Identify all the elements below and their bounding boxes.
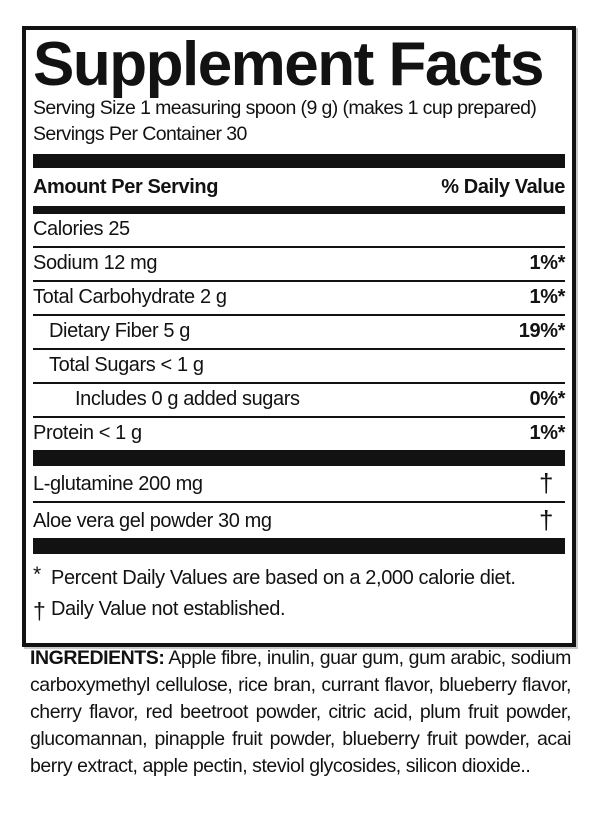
other-ingredient-row-l-glutamine xyxy=(33,466,565,501)
nutrient-value: 1%* xyxy=(529,251,565,274)
thick-divider-bottom xyxy=(33,538,565,554)
thick-divider-top xyxy=(33,154,565,168)
footnotes-section xyxy=(33,554,565,629)
serving-size-text: Serving Size 1 measuring spoon (9 g) (makes 1 cup prepared) xyxy=(33,96,537,119)
nutrient-row-calories xyxy=(33,214,565,246)
footnote-text: Percent Daily Values are based on a 2,000 calorie diet. xyxy=(51,566,516,589)
ingredients-text: Apple fibre, inulin, guar gum, gum arabic, sodium carboxymethyl cellulose, rice bran, currant flavor, blueberry flavor, cherry flavor, red beetroot powder, citric acid, plum fruit powder, glucomannan, pinapple fruit powder, blueberry fruit powder, acai berry extract, apple pectin, steviol glycosides, silicon dioxide.. xyxy=(30,647,571,777)
nutrient-label: Protein < 1 g xyxy=(33,421,142,444)
footnote-daily-values xyxy=(33,563,565,595)
nutrient-row-dietary-fiber xyxy=(33,314,565,348)
column-header-row xyxy=(33,168,565,206)
panel-title: Supplement Facts xyxy=(33,30,543,99)
supplement-facts-panel xyxy=(22,26,576,647)
amount-per-serving-label: Amount Per Serving xyxy=(33,175,219,198)
nutrient-row-sodium xyxy=(33,246,565,280)
nutrient-value: 0%* xyxy=(529,387,565,410)
nutrient-label: Includes 0 g added sugars xyxy=(75,387,300,410)
nutrient-label: Total Sugars < 1 g xyxy=(49,353,204,376)
nutrient-row-protein xyxy=(33,416,565,450)
nutrient-label: Dietary Fiber 5 g xyxy=(49,319,191,342)
nutrient-row-total-carbohydrate xyxy=(33,280,565,314)
nutrient-label: Calories 25 xyxy=(33,217,130,240)
nutrient-label: Total Carbohydrate 2 g xyxy=(33,285,227,308)
ingredients-section xyxy=(30,645,571,780)
dagger-icon: † xyxy=(538,504,553,535)
nutrient-row-added-sugars xyxy=(33,382,565,416)
thick-divider-middle xyxy=(33,450,565,466)
other-ingredient-row-aloe-vera xyxy=(33,501,565,538)
medium-divider xyxy=(33,206,565,214)
nutrient-value: 1%* xyxy=(529,421,565,444)
footnote-not-established xyxy=(33,594,565,629)
ingredients-label: INGREDIENTS: xyxy=(30,647,165,669)
nutrient-label: Sodium 12 mg xyxy=(33,251,158,274)
nutrient-value: 1%* xyxy=(529,285,565,308)
ingredient-label: L-glutamine 200 mg xyxy=(33,472,203,495)
nutrient-value: 19%* xyxy=(518,319,565,342)
dagger-icon: † xyxy=(33,598,46,625)
dagger-icon: † xyxy=(538,467,553,498)
footnote-text: Daily Value not established. xyxy=(51,598,286,621)
asterisk-icon: * xyxy=(33,562,41,586)
nutrient-row-total-sugars xyxy=(33,348,565,382)
servings-per-container-text: Servings Per Container 30 xyxy=(33,122,247,145)
daily-value-label: % Daily Value xyxy=(441,175,565,198)
ingredient-label: Aloe vera gel powder 30 mg xyxy=(33,509,272,532)
